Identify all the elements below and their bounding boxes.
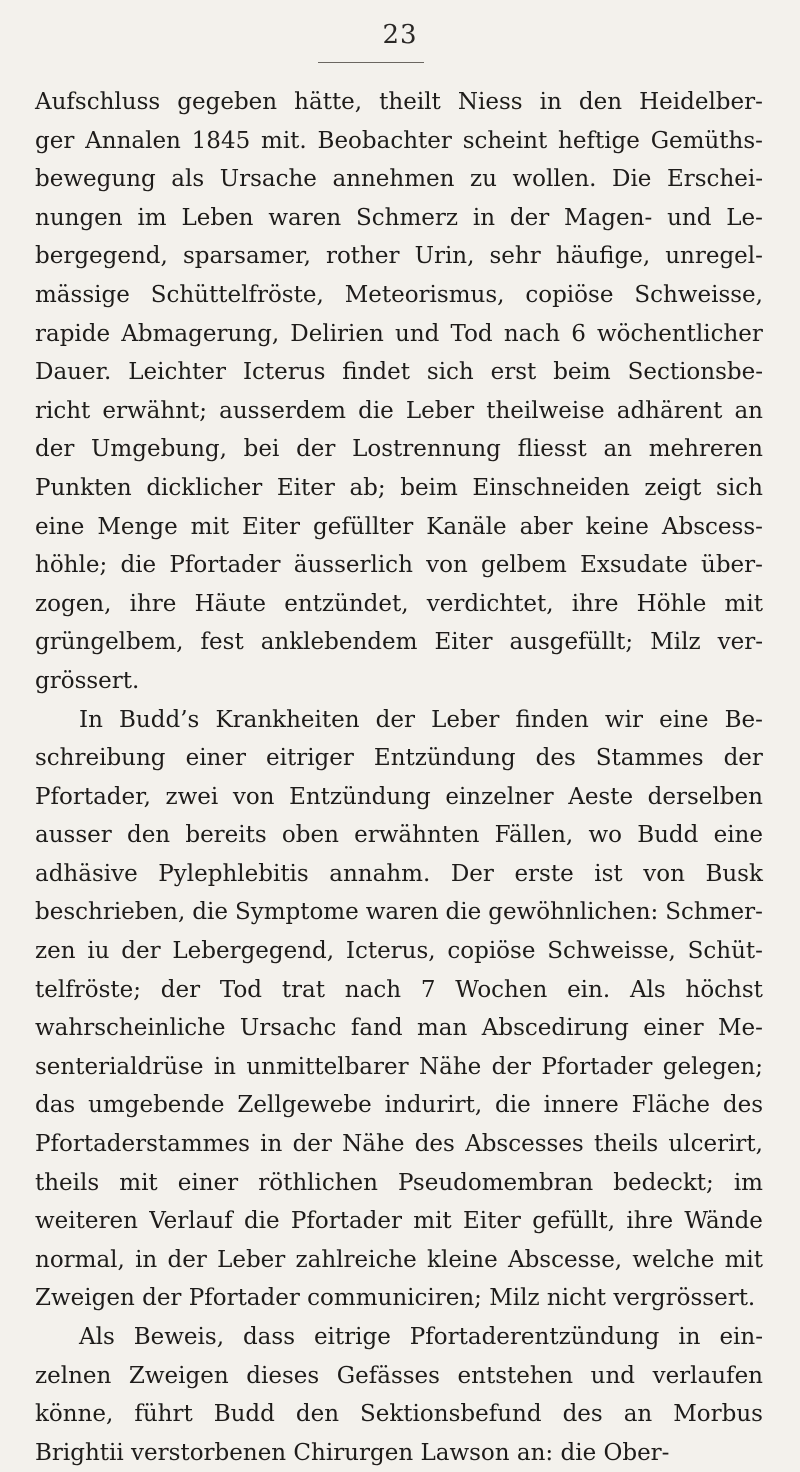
text-line: ausser den bereits oben erwähnten Fällen, wo Budd eine [35, 822, 763, 849]
text-line: ger Annalen 1845 mit. Beobachter scheint heftige Gemüths- [35, 127, 763, 154]
text-line: mässige Schüttelfröste, Meteorismus, copiöse Schweisse, [35, 281, 763, 308]
text-line: nungen im Leben waren Schmerz in der Magen- und Le- [35, 204, 763, 231]
text-line: eine Menge mit Eiter gefüllter Kanäle aber keine Abscess- [35, 513, 763, 540]
text-line: zen iu der Lebergegend, Icterus, copiöse Schweisse, Schüt- [35, 938, 763, 965]
body-text [35, 83, 763, 1472]
text-line: normal, in der Leber zahlreiche kleine Abscesse, welche mit [35, 1246, 763, 1273]
paragraph [35, 701, 763, 1319]
text-line: höhle; die Pfortader äusserlich von gelbem Exsudate über- [35, 552, 763, 579]
text-line: In Budd’s Krankheiten der Leber finden wir eine Be- [79, 706, 763, 733]
text-line: beschrieben, die Symptome waren die gewöhnlichen: Schmer- [35, 899, 763, 926]
text-line: zelnen Zweigen dieses Gefässes entstehen und verlaufen [35, 1362, 763, 1389]
text-line: Pfortader, zwei von Entzündung einzelner Aeste derselben [35, 783, 763, 810]
text-line: Punkten dicklicher Eiter ab; beim Einschneiden zeigt sich [35, 474, 763, 501]
text-line: zogen, ihre Häute entzündet, verdichtet, ihre Höhle mit [35, 590, 763, 617]
text-line: Brightii verstorbenen Chirurgen Lawson an: die Ober- [35, 1439, 670, 1466]
text-line: telfröste; der Tod trat nach 7 Wochen ein. Als höchst [35, 976, 763, 1003]
text-line: Als Beweis, dass eitrige Pfortaderentzündung in ein- [79, 1324, 763, 1350]
text-line: der Umgebung, bei der Lostrennung fliesst an mehreren [35, 436, 763, 463]
text-line: Pfortaderstammes in der Nähe des Abscesses theils ulcerirt, [35, 1131, 763, 1158]
text-line: rapide Abmagerung, Delirien und Tod nach 6 wöchentlicher [35, 320, 763, 347]
paragraph [35, 1318, 763, 1472]
text-line: schreibung einer eitriger Entzündung des Stammes der [35, 745, 763, 772]
paragraph [35, 83, 763, 701]
text-line: Aufschluss gegeben hätte, theilt Niess in den Heidelber- [35, 89, 763, 115]
text-line: weiteren Verlauf die Pfortader mit Eiter gefüllt, ihre Wände [35, 1208, 763, 1235]
page-number: 23 [382, 20, 418, 50]
text-line: bewegung als Ursache annehmen zu wollen. Die Erschei- [35, 166, 763, 193]
text-line: das umgebende Zellgewebe indurirt, die innere Fläche des [35, 1092, 763, 1119]
text-line: bergegend, sparsamer, rother Urin, sehr häufige, unregel- [35, 243, 763, 270]
text-line: grüngelbem, fest anklebendem Eiter ausgefüllt; Milz ver- [35, 629, 763, 656]
text-line: wahrscheinliche Ursachc fand man Abscedirung einer Me- [35, 1015, 763, 1042]
text-line: Zweigen der Pfortader communiciren; Milz nicht vergrössert. [35, 1285, 756, 1312]
text-line: Dauer. Leichter Icterus findet sich erst beim Sectionsbe- [35, 359, 763, 386]
text-line: richt erwähnt; ausserdem die Leber theilweise adhärent an [35, 397, 763, 424]
text-line: adhäsive Pylephlebitis annahm. Der erste ist von Busk [35, 860, 763, 887]
text-line: theils mit einer röthlichen Pseudomembran bedeckt; im [35, 1169, 763, 1196]
text-line: grössert. [35, 667, 140, 694]
text-line: könne, führt Budd den Sektionsbefund des an Morbus [35, 1401, 763, 1428]
header-rule [318, 62, 424, 63]
text-line: senterialdrüse in unmittelbarer Nähe der Pfortader gelegen; [35, 1053, 763, 1080]
